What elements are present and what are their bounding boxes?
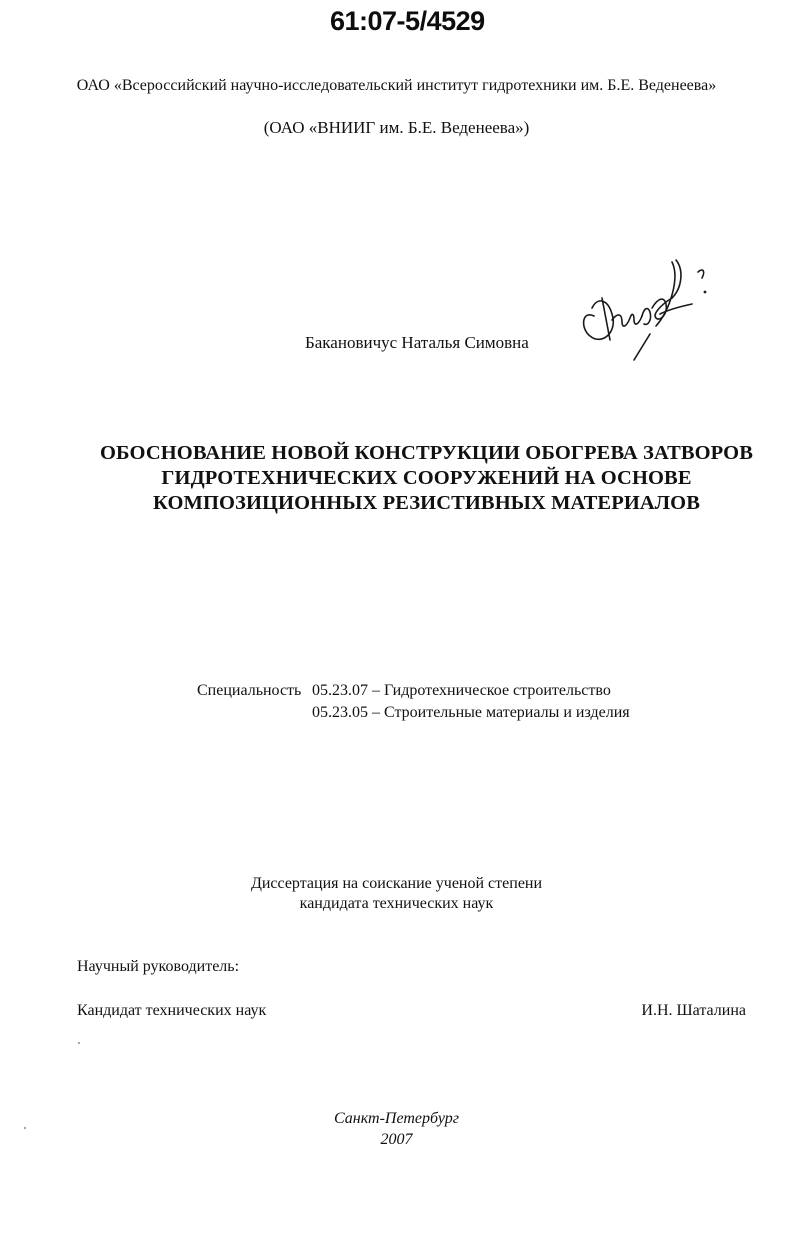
specialty-secondary: 05.23.05 – Строительные материалы и изделия	[312, 704, 630, 721]
scan-speck	[78, 1042, 80, 1044]
year: 2007	[380, 1131, 413, 1148]
dissertation-title	[60, 441, 793, 516]
degree-line: Диссертация на соискание ученой степени	[250, 875, 543, 892]
institution-short-name: (ОАО «ВНИИГ им. Б.Е. Веденеева»)	[263, 118, 530, 137]
handwritten-signature	[572, 248, 712, 363]
specialty-label: Специальность	[197, 682, 302, 699]
library-shelfmark: 61:07-5/4529	[330, 6, 485, 36]
advisor-label: Научный руководитель:	[77, 958, 240, 975]
degree-line: кандидата технических наук	[299, 895, 494, 912]
title-line: КОМПОЗИЦИОННЫХ РЕЗИСТИВНЫХ МАТЕРИАЛОВ	[153, 492, 700, 514]
title-line: ГИДРОТЕХНИЧЕСКИХ СООРУЖЕНИЙ НА ОСНОВЕ	[161, 467, 692, 489]
institution-full-name: ОАО «Всероссийский научно-исследовательский институт гидротехники им. Б.Е. Веденеева»	[76, 77, 717, 94]
advisor-degree: Кандидат технических наук	[77, 1002, 267, 1019]
degree-statement	[0, 874, 793, 914]
author-name: Бакановичус Наталья Симовна	[305, 333, 529, 352]
specialty-primary: 05.23.07 – Гидротехническое строительство	[312, 682, 611, 699]
title-line: ОБОСНОВАНИЕ НОВОЙ КОНСТРУКЦИИ ОБОГРЕВА ЗАТВОРОВ	[99, 442, 753, 464]
advisor-name: И.Н. Шаталина	[641, 1002, 746, 1019]
city: Санкт-Петербург	[334, 1110, 459, 1127]
